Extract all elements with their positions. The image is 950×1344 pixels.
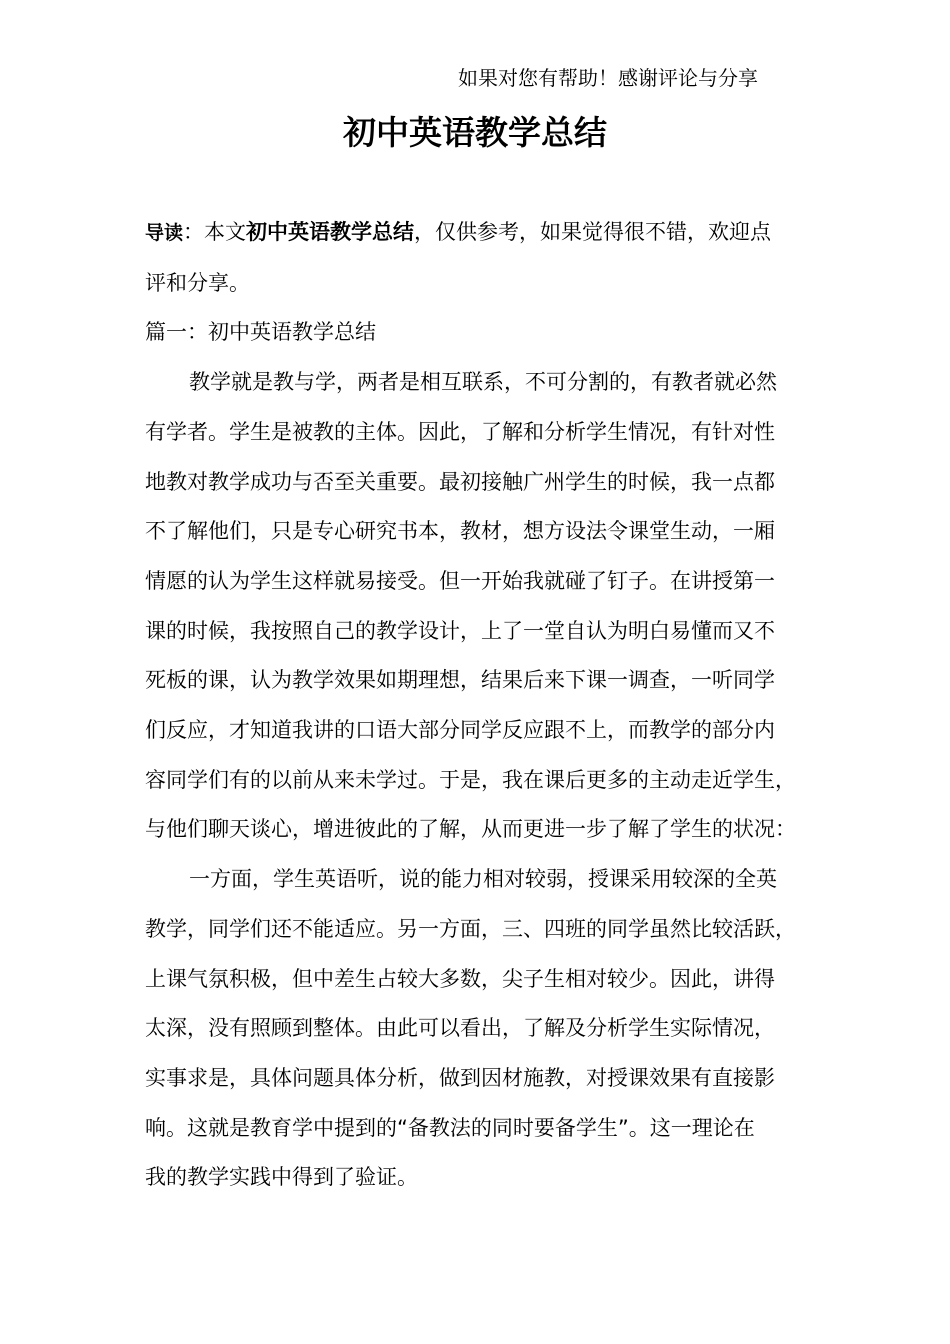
- intro-suffix: ，仅供参考，如果觉得很不错，欢迎点: [414, 220, 772, 244]
- paragraph-1-line: 容同学们有的以前从来未学过。于是，我在课后更多的主动走近学生，: [145, 767, 796, 792]
- paragraph-1-line: 有学者。学生是被教的主体。因此，了解和分析学生情况，有针对性: [145, 419, 775, 444]
- paragraph-2-line: 教学，同学们还不能适应。另一方面，三、四班的同学虽然比较活跃，: [145, 916, 796, 941]
- intro-paragraph: [145, 208, 815, 308]
- paragraph-1-line: 教学就是教与学，两者是相互联系，不可分割的，有教者就必然: [189, 370, 777, 395]
- paragraph-1-line: 与他们聊天谈心，增进彼此的了解，从而更进一步了解了学生的状况：: [145, 817, 796, 842]
- intro-label: 导读: [145, 222, 184, 244]
- section-heading: [145, 308, 815, 358]
- document-title: 初中英语教学总结: [343, 113, 607, 152]
- paragraph-1: [145, 358, 815, 855]
- paragraph-1-line: 课的时候，我按照自己的教学设计，上了一堂自认为明白易懂而又不: [145, 618, 775, 643]
- intro-colon: ：: [183, 220, 205, 244]
- intro-line-1: [145, 208, 815, 259]
- paragraph-1-line: 情愿的认为学生这样就易接受。但一开始我就碰了钉子。在讲授第一: [145, 568, 775, 593]
- paragraph-2-line: 我的教学实践中得到了验证。: [145, 1165, 418, 1190]
- document-body: [145, 208, 815, 1203]
- paragraph-2: [145, 855, 815, 1203]
- header-note: 如果对您有帮助！感谢评论与分享: [458, 66, 758, 90]
- paragraph-1-line: 地教对教学成功与否至关重要。最初接触广州学生的时候，我一点都: [145, 469, 775, 494]
- paragraph-2-line: 响。这就是教育学中提到的“备教法的同时要备学生”。这一理论在: [145, 1115, 755, 1140]
- intro-line-2: 评和分享。: [145, 270, 250, 295]
- paragraph-1-line: 们反应，才知道我讲的口语大部分同学反应跟不上，而教学的部分内: [145, 718, 775, 743]
- paragraph-1-line: 不了解他们，只是专心研究书本，教材，想方设法令课堂生动，一厢: [145, 519, 775, 544]
- paragraph-2-line: 实事求是，具体问题具体分析，做到因材施教，对授课效果有直接影: [145, 1065, 775, 1090]
- paragraph-2-line: 一方面，学生英语听，说的能力相对较弱，授课采用较深的全英: [189, 867, 777, 892]
- intro-bold-title: 初中英语教学总结: [246, 220, 415, 244]
- intro-prefix: 本文: [204, 220, 247, 244]
- section-heading-text: 篇一：初中英语教学总结: [145, 320, 376, 345]
- paragraph-2-line: 上课气氛积极，但中差生占较大多数，尖子生相对较少。因此，讲得: [145, 966, 775, 991]
- paragraph-2-line: 太深，没有照顾到整体。由此可以看出，了解及分析学生实际情况，: [145, 1016, 775, 1041]
- paragraph-1-line: 死板的课，认为教学效果如期理想，结果后来下课一调查，一听同学: [145, 668, 775, 693]
